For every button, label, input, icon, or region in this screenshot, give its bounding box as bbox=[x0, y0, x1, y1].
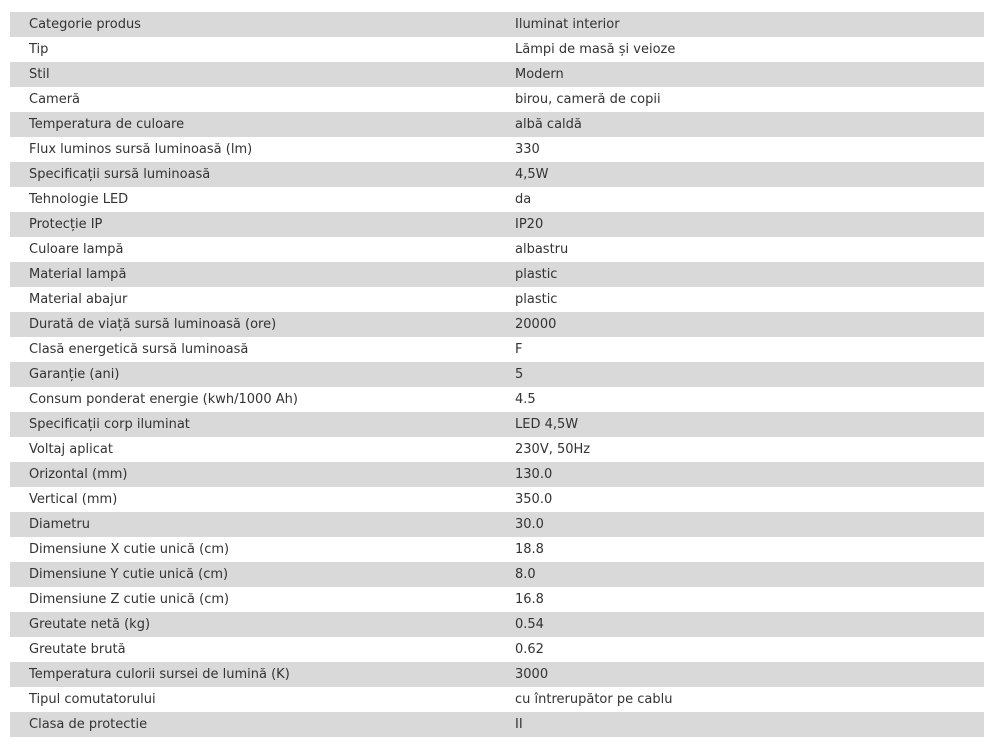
spec-value: 3000 bbox=[496, 662, 984, 687]
spec-label: Specificații corp iluminat bbox=[10, 412, 496, 437]
spec-row bbox=[10, 287, 984, 312]
spec-value: cu întrerupător pe cablu bbox=[496, 687, 984, 712]
spec-row bbox=[10, 112, 984, 137]
spec-row bbox=[10, 487, 984, 512]
spec-row bbox=[10, 637, 984, 662]
spec-row bbox=[10, 187, 984, 212]
spec-value: F bbox=[496, 337, 984, 362]
spec-row bbox=[10, 362, 984, 387]
spec-value: Modern bbox=[496, 62, 984, 87]
spec-value: 4.5 bbox=[496, 387, 984, 412]
spec-value: 0.62 bbox=[496, 637, 984, 662]
spec-value: 8.0 bbox=[496, 562, 984, 587]
spec-label: Garanție (ani) bbox=[10, 362, 496, 387]
spec-table-body bbox=[10, 12, 984, 737]
spec-label: Stil bbox=[10, 62, 496, 87]
product-specs-table bbox=[10, 12, 984, 737]
spec-value: 16.8 bbox=[496, 587, 984, 612]
spec-label: Voltaj aplicat bbox=[10, 437, 496, 462]
spec-row bbox=[10, 237, 984, 262]
spec-value: 330 bbox=[496, 137, 984, 162]
spec-row bbox=[10, 412, 984, 437]
spec-value: da bbox=[496, 187, 984, 212]
spec-label: Tip bbox=[10, 37, 496, 62]
spec-label: Material abajur bbox=[10, 287, 496, 312]
spec-row bbox=[10, 462, 984, 487]
spec-row bbox=[10, 312, 984, 337]
spec-label: Vertical (mm) bbox=[10, 487, 496, 512]
spec-label: Specificații sursă luminoasă bbox=[10, 162, 496, 187]
spec-value: 230V, 50Hz bbox=[496, 437, 984, 462]
spec-label: Diametru bbox=[10, 512, 496, 537]
spec-row bbox=[10, 587, 984, 612]
spec-value: II bbox=[496, 712, 984, 737]
spec-row bbox=[10, 662, 984, 687]
spec-value: Lămpi de masă și veioze bbox=[496, 37, 984, 62]
spec-row bbox=[10, 437, 984, 462]
spec-row bbox=[10, 337, 984, 362]
spec-value: 30.0 bbox=[496, 512, 984, 537]
spec-value: plastic bbox=[496, 287, 984, 312]
spec-row bbox=[10, 612, 984, 637]
spec-label: Temperatura de culoare bbox=[10, 112, 496, 137]
spec-label: Flux luminos sursă luminoasă (lm) bbox=[10, 137, 496, 162]
spec-label: Protecție IP bbox=[10, 212, 496, 237]
spec-label: Material lampă bbox=[10, 262, 496, 287]
spec-row bbox=[10, 87, 984, 112]
spec-value: albastru bbox=[496, 237, 984, 262]
spec-value: 130.0 bbox=[496, 462, 984, 487]
spec-row bbox=[10, 537, 984, 562]
spec-label: Tipul comutatorului bbox=[10, 687, 496, 712]
spec-value: 5 bbox=[496, 362, 984, 387]
spec-label: Durată de viață sursă luminoasă (ore) bbox=[10, 312, 496, 337]
spec-row bbox=[10, 712, 984, 737]
spec-label: Clasă energetică sursă luminoasă bbox=[10, 337, 496, 362]
spec-label: Dimensiune X cutie unică (cm) bbox=[10, 537, 496, 562]
spec-row bbox=[10, 137, 984, 162]
spec-value: IP20 bbox=[496, 212, 984, 237]
spec-label: Consum ponderat energie (kwh/1000 Ah) bbox=[10, 387, 496, 412]
spec-row bbox=[10, 162, 984, 187]
spec-value: 350.0 bbox=[496, 487, 984, 512]
spec-label: Greutate netă (kg) bbox=[10, 612, 496, 637]
spec-label: Temperatura culorii sursei de lumină (K) bbox=[10, 662, 496, 687]
spec-label: Greutate brută bbox=[10, 637, 496, 662]
spec-value: 18.8 bbox=[496, 537, 984, 562]
spec-value: plastic bbox=[496, 262, 984, 287]
spec-row bbox=[10, 387, 984, 412]
spec-row bbox=[10, 212, 984, 237]
spec-value: birou, cameră de copii bbox=[496, 87, 984, 112]
spec-row bbox=[10, 12, 984, 37]
spec-label: Dimensiune Y cutie unică (cm) bbox=[10, 562, 496, 587]
spec-value: 0.54 bbox=[496, 612, 984, 637]
spec-label: Clasa de protectie bbox=[10, 712, 496, 737]
spec-label: Dimensiune Z cutie unică (cm) bbox=[10, 587, 496, 612]
spec-row bbox=[10, 562, 984, 587]
spec-value: 4,5W bbox=[496, 162, 984, 187]
spec-label: Culoare lampă bbox=[10, 237, 496, 262]
spec-row bbox=[10, 262, 984, 287]
spec-row bbox=[10, 512, 984, 537]
spec-label: Cameră bbox=[10, 87, 496, 112]
spec-value: albă caldă bbox=[496, 112, 984, 137]
spec-value: 20000 bbox=[496, 312, 984, 337]
spec-label: Tehnologie LED bbox=[10, 187, 496, 212]
spec-label: Categorie produs bbox=[10, 12, 496, 37]
spec-label: Orizontal (mm) bbox=[10, 462, 496, 487]
spec-value: LED 4,5W bbox=[496, 412, 984, 437]
spec-value: Iluminat interior bbox=[496, 12, 984, 37]
spec-row bbox=[10, 37, 984, 62]
spec-row bbox=[10, 687, 984, 712]
spec-row bbox=[10, 62, 984, 87]
